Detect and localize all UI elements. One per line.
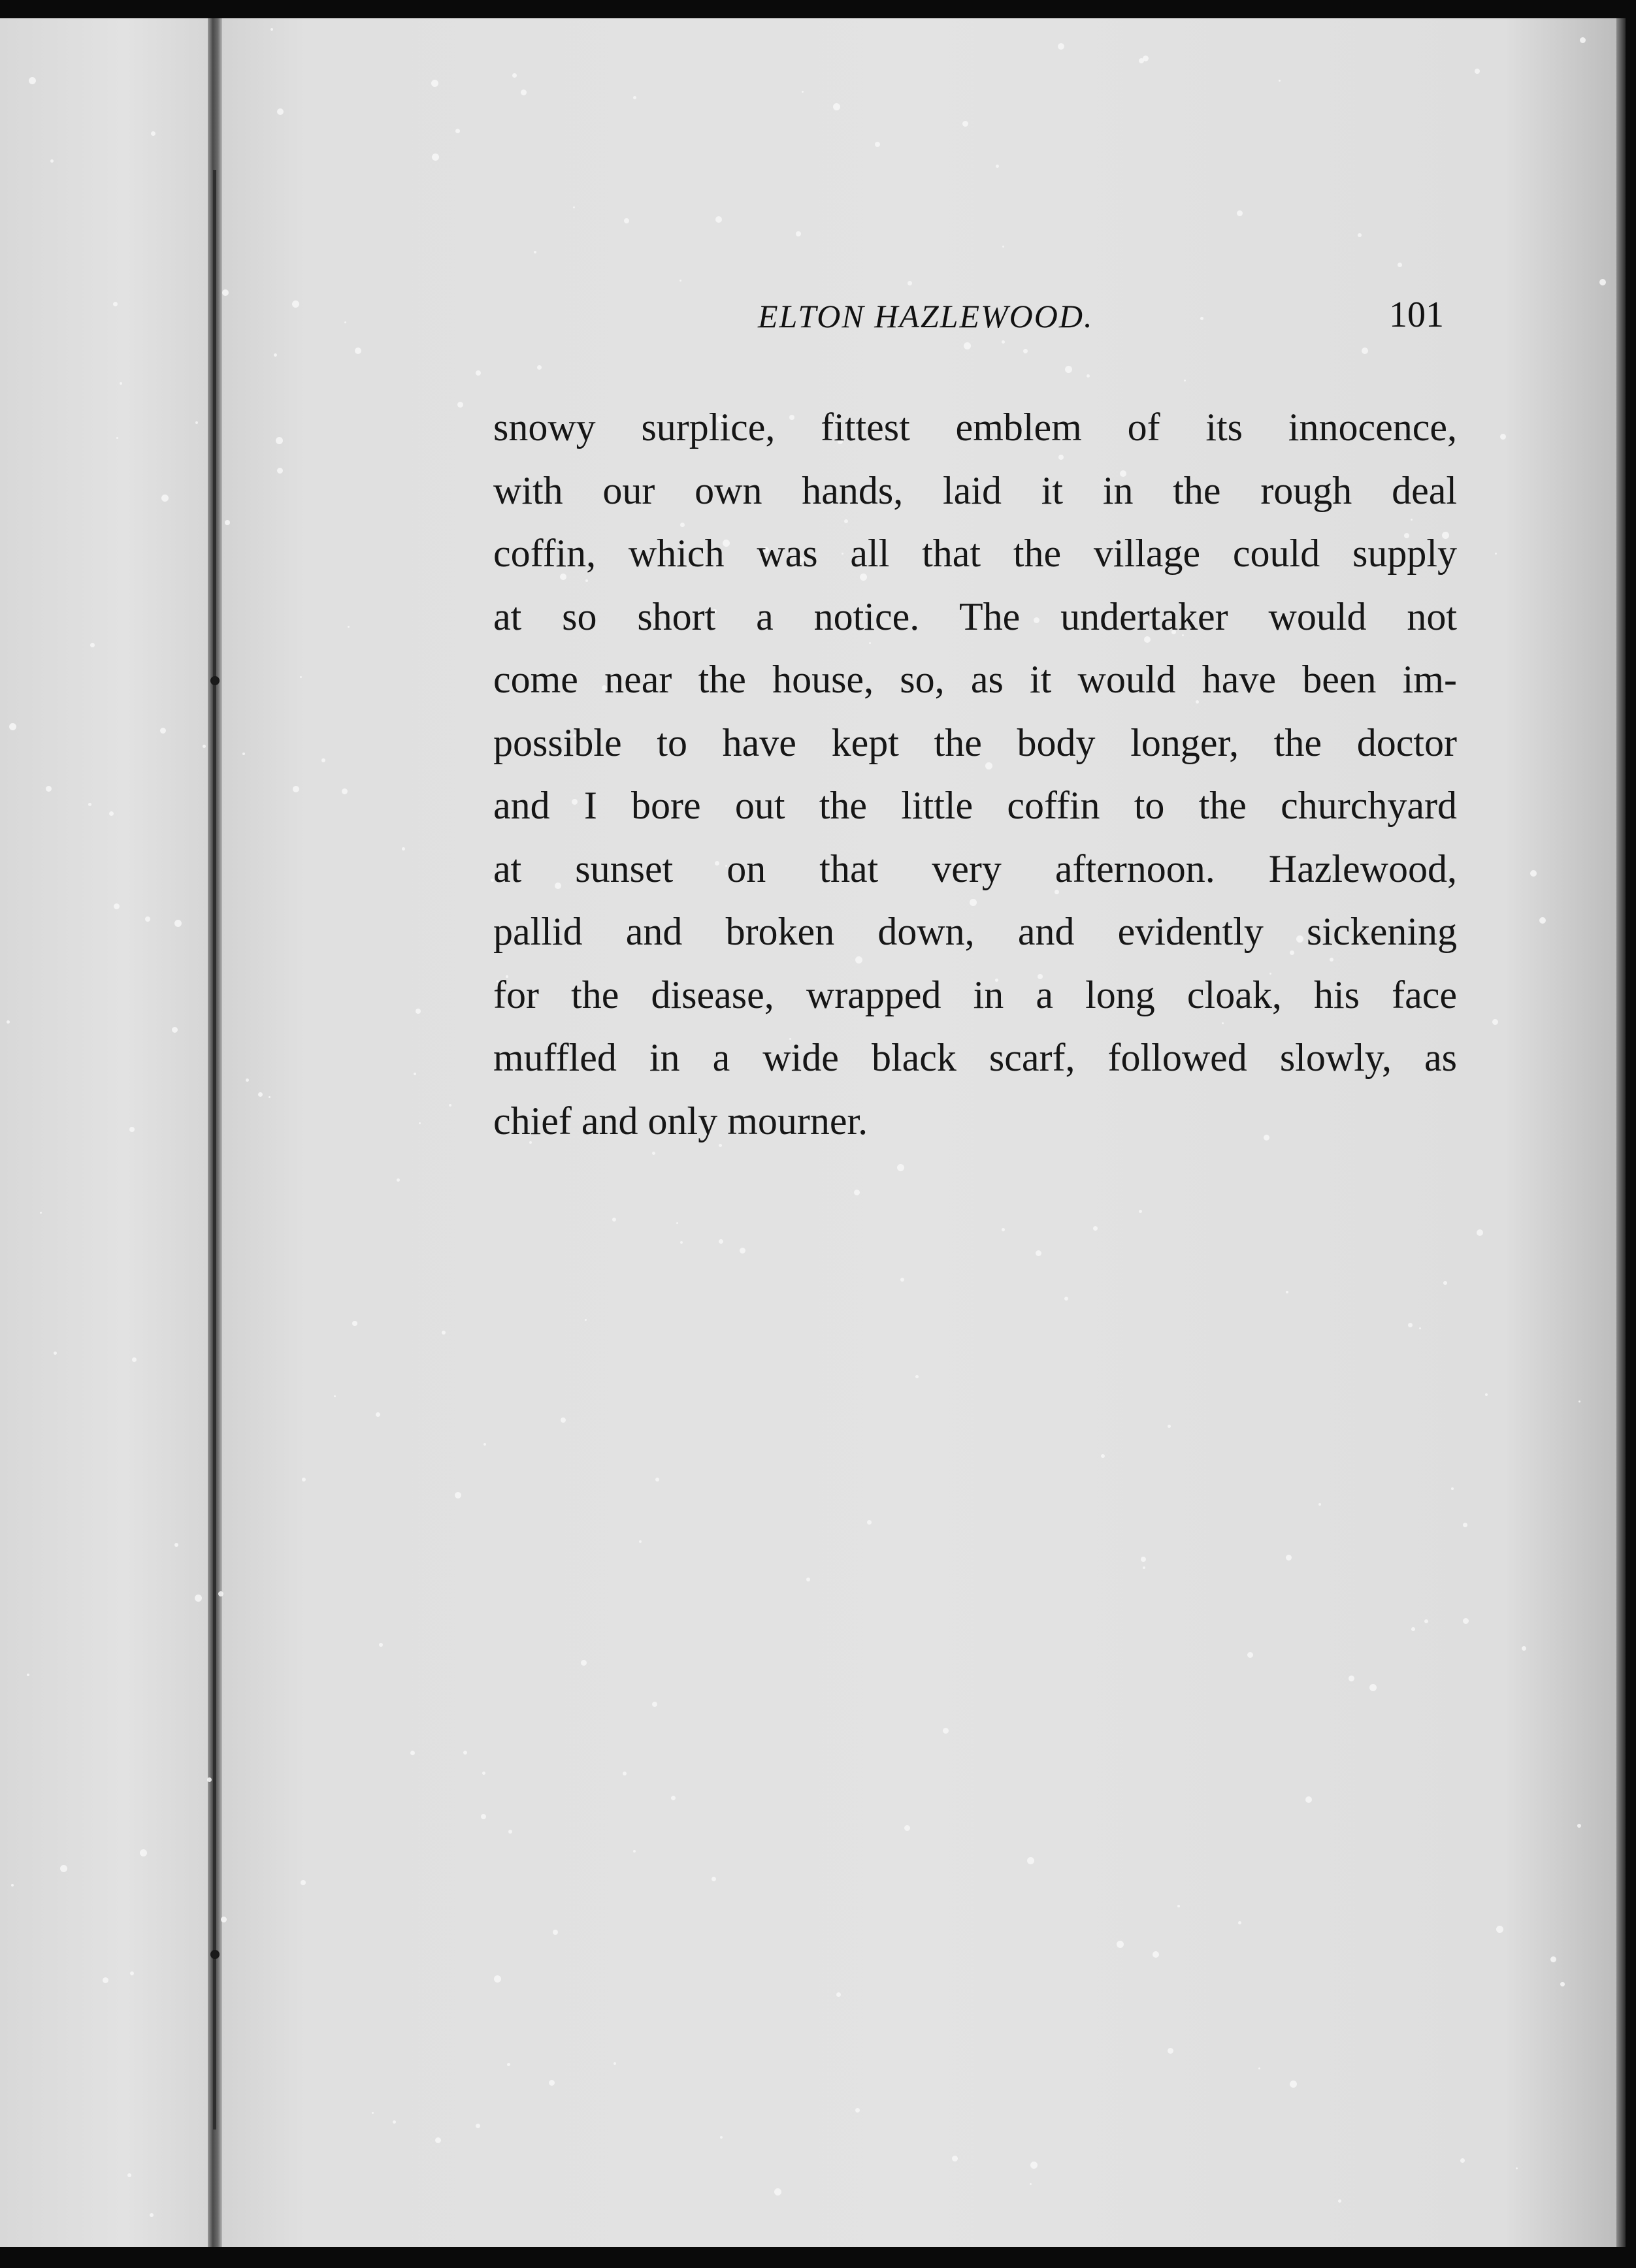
- paper-speckle: [715, 216, 722, 223]
- paper-speckle: [276, 437, 283, 444]
- paper-speckle: [679, 280, 681, 282]
- paper-speckle: [114, 903, 120, 909]
- text-line: for the disease, wrapped in a long cloak, his face: [493, 973, 1457, 1016]
- paper-speckle: [1093, 1226, 1098, 1231]
- paper-speckle: [9, 723, 16, 730]
- paper-speckle: [29, 77, 36, 84]
- paper-speckle: [161, 494, 169, 502]
- paper-speckle: [1443, 1281, 1447, 1285]
- body-text: [493, 396, 1457, 1152]
- paper-speckle: [1023, 349, 1028, 353]
- paper-speckle: [1539, 917, 1546, 924]
- paper-speckle: [11, 1884, 14, 1887]
- paper-speckle: [549, 2080, 555, 2086]
- paper-speckle: [952, 2156, 958, 2162]
- paper-speckle: [508, 1830, 512, 1834]
- paper-speckle: [1279, 80, 1281, 82]
- paper-speckle: [60, 1865, 67, 1872]
- paper-speckle: [802, 91, 804, 93]
- binding-knot: [210, 1950, 220, 1959]
- paper-speckle: [614, 2062, 616, 2065]
- page-number: 101: [1389, 295, 1444, 335]
- text-line: muffled in a wide black scarf, followed slowly, as: [493, 1036, 1457, 1079]
- paper-speckle: [507, 2063, 510, 2066]
- paper-speckle: [1463, 1618, 1469, 1624]
- paper-speckle: [195, 421, 198, 424]
- paper-speckle: [1495, 553, 1497, 555]
- text-line: and I bore out the little coffin to the churchyard: [493, 784, 1457, 827]
- paper-speckle: [855, 2108, 860, 2113]
- paper-speckle: [432, 154, 439, 161]
- text-line: with our own hands, laid it in the rough deal: [493, 468, 1457, 512]
- paper-speckle: [402, 847, 405, 850]
- paper-speckle: [854, 1190, 860, 1195]
- paper-speckle: [494, 1975, 501, 1983]
- paper-speckle: [719, 1239, 723, 1244]
- paper-speckle: [27, 1674, 29, 1676]
- paper-speckle: [1141, 1557, 1146, 1562]
- paper-speckle: [393, 2120, 396, 2124]
- paper-speckle: [457, 402, 463, 408]
- paper-speckle: [449, 1104, 451, 1107]
- paper-speckle: [1516, 2167, 1518, 2169]
- paper-speckle: [334, 1395, 336, 1397]
- running-head: ELTON HAZLEWOOD.: [758, 298, 1094, 334]
- paper-speckle: [633, 96, 636, 99]
- paper-speckle: [90, 643, 95, 647]
- paper-speckle: [1258, 2067, 1260, 2069]
- paper-speckle: [676, 1222, 678, 1224]
- paper-speckle: [680, 1241, 683, 1244]
- paper-speckle: [1577, 1824, 1581, 1828]
- paper-speckle: [376, 1412, 380, 1417]
- paper-speckle: [301, 1880, 306, 1885]
- paper-speckle: [292, 300, 299, 308]
- paper-speckle: [1560, 1982, 1565, 1986]
- paper-speckle: [796, 231, 801, 236]
- paper-speckle: [203, 745, 206, 748]
- paper-speckle: [806, 1578, 810, 1581]
- paper-speckle: [1237, 210, 1243, 216]
- paper-speckle: [410, 1751, 415, 1755]
- paper-speckle: [242, 753, 245, 755]
- paper-speckle: [671, 1796, 676, 1800]
- paper-speckle: [1599, 279, 1606, 285]
- paper-speckle: [348, 626, 350, 628]
- paper-speckle: [222, 289, 229, 296]
- paper-speckle: [1168, 1425, 1171, 1428]
- paper-speckle: [258, 1092, 263, 1097]
- paper-speckle: [1477, 1229, 1483, 1236]
- text-line: pallid and broken down, and evidently sickening: [493, 910, 1457, 953]
- paper-speckle: [1318, 1503, 1321, 1506]
- paper-speckle: [962, 121, 968, 127]
- paper-speckle: [1153, 1951, 1159, 1958]
- paper-speckle: [1463, 1523, 1467, 1527]
- facing-page-margin: [0, 18, 208, 2247]
- paper-speckle: [1580, 37, 1586, 43]
- paper-speckle: [1087, 374, 1090, 378]
- paper-speckle: [269, 1096, 270, 1098]
- paper-speckle: [221, 1917, 227, 1922]
- paper-speckle: [943, 1728, 949, 1734]
- paper-speckle: [225, 520, 230, 525]
- paper-speckle: [875, 142, 880, 147]
- paper-speckle: [1286, 1291, 1288, 1293]
- paper-speckle: [1117, 1941, 1124, 1948]
- paper-speckle: [414, 1073, 416, 1075]
- paper-speckle: [1358, 233, 1362, 237]
- paper-speckle: [50, 159, 54, 163]
- paper-speckle: [1058, 43, 1064, 50]
- binding-knot: [210, 676, 220, 685]
- paper-speckle: [1338, 2199, 1341, 2203]
- paper-speckle: [88, 803, 91, 806]
- text-line: at so short a notice. The undertaker would not: [493, 594, 1457, 638]
- paper-speckle: [585, 1319, 587, 1321]
- paper-speckle: [300, 676, 302, 678]
- paper-speckle: [344, 321, 346, 323]
- paper-speckle: [1030, 2183, 1032, 2185]
- paper-speckle: [482, 1772, 485, 1775]
- paper-speckle: [442, 1331, 446, 1335]
- paper-speckle: [655, 1478, 659, 1482]
- text-line: coffin, which was all that the village could supply: [493, 532, 1457, 575]
- paper-speckle: [996, 165, 999, 168]
- paper-speckle: [581, 1660, 587, 1666]
- paper-speckle: [633, 1850, 636, 1853]
- paper-speckle: [1579, 1401, 1580, 1402]
- paper-speckle: [1247, 1652, 1253, 1658]
- paper-speckle: [145, 916, 150, 922]
- text-line: snowy surplice, fittest emblem of its innocence,: [493, 406, 1457, 449]
- paper-speckle: [352, 1321, 357, 1326]
- paper-speckle: [836, 1992, 841, 1997]
- paper-speckle: [1027, 1857, 1034, 1864]
- paper-speckle: [174, 1543, 178, 1547]
- page-edge: [1616, 18, 1626, 2247]
- paper-speckle: [1238, 1921, 1241, 1924]
- paper-speckle: [483, 1443, 486, 1446]
- paper-speckle: [416, 1009, 421, 1014]
- paper-speckle: [1286, 1555, 1292, 1561]
- paper-speckle: [195, 1595, 202, 1602]
- paper-speckle: [1411, 1627, 1415, 1631]
- paper-speckle: [54, 1352, 57, 1355]
- paper-speckle: [172, 1027, 178, 1033]
- paper-speckle: [1002, 246, 1004, 248]
- paper-speckle: [915, 1375, 919, 1378]
- paper-speckle: [321, 758, 325, 762]
- paper-speckle: [277, 108, 284, 115]
- paper-speckle: [897, 1164, 904, 1171]
- paper-speckle: [355, 348, 361, 354]
- paper-speckle: [1305, 1796, 1312, 1803]
- paper-speckle: [140, 1849, 147, 1856]
- paper-speckle: [132, 1357, 137, 1362]
- paper-speckle: [113, 302, 118, 306]
- paper-speckle: [293, 786, 299, 792]
- paper-speckle: [342, 788, 348, 794]
- paper-speckle: [1451, 1487, 1454, 1490]
- paper-speckle: [455, 129, 460, 133]
- text-line: possible to have kept the body longer, the doctor: [493, 721, 1457, 764]
- text-line: chief and only mourner.: [493, 1099, 868, 1142]
- paper-speckle: [1500, 434, 1506, 440]
- paper-speckle: [116, 437, 118, 439]
- paper-speckle: [612, 1218, 616, 1222]
- paper-speckle: [419, 1122, 421, 1124]
- paper-speckle: [129, 1127, 135, 1132]
- paper-speckle: [1184, 380, 1186, 381]
- paper-speckle: [302, 1478, 306, 1482]
- paper-speckle: [867, 1520, 872, 1525]
- paper-speckle: [1475, 69, 1480, 74]
- paper-speckle: [1349, 1676, 1354, 1681]
- paper-speckle: [1485, 1393, 1488, 1396]
- paper-speckle: [120, 382, 122, 385]
- paper-speckle: [379, 1643, 383, 1647]
- paper-speckle: [1143, 1566, 1145, 1569]
- paper-speckle: [151, 131, 155, 136]
- paper-speckle: [623, 1772, 627, 1775]
- paper-speckle: [652, 1702, 657, 1707]
- paper-speckle: [397, 1178, 400, 1182]
- paper-speckle: [1036, 1250, 1041, 1256]
- paper-speckle: [720, 2136, 723, 2139]
- paper-speckle: [1101, 1454, 1105, 1458]
- paper-speckle: [1419, 1327, 1421, 1329]
- paper-speckle: [277, 468, 283, 474]
- paper-speckle: [1460, 2158, 1465, 2163]
- paper-speckle: [908, 281, 912, 285]
- paper-speckle: [1139, 58, 1144, 63]
- paper-speckle: [833, 103, 840, 110]
- paper-speckle: [534, 251, 536, 253]
- paper-speckle: [740, 1248, 745, 1254]
- paper-speckle: [1522, 1646, 1526, 1651]
- paper-speckle: [1369, 1684, 1377, 1691]
- paper-speckle: [1290, 2081, 1297, 2088]
- paper-speckle: [455, 1492, 461, 1498]
- paper-speckle: [103, 1977, 108, 1983]
- paper-speckle: [1492, 1019, 1498, 1025]
- paper-speckle: [1002, 1228, 1005, 1231]
- paper-speckle: [1177, 1905, 1180, 1907]
- paper-speckle: [435, 2137, 441, 2143]
- paper-speckle: [1550, 1956, 1556, 1962]
- paper-speckle: [1496, 1926, 1503, 1933]
- paper-speckle: [40, 1212, 42, 1214]
- paper-speckle: [127, 2173, 131, 2177]
- paper-speckle: [1398, 263, 1402, 267]
- paper-speckle: [521, 89, 527, 95]
- paper-speckle: [624, 218, 629, 223]
- paper-speckle: [150, 2213, 154, 2217]
- paper-speckle: [900, 1278, 904, 1282]
- paper-speckle: [573, 206, 575, 208]
- paper-speckle: [270, 28, 273, 31]
- paper-speckle: [207, 1777, 212, 1782]
- paper-speckle: [639, 1540, 642, 1543]
- paper-speckle: [463, 1751, 467, 1755]
- paper-speckle: [109, 811, 114, 816]
- paper-speckle: [372, 2112, 374, 2114]
- paper-speckle: [1065, 366, 1072, 373]
- paper-speckle: [160, 728, 166, 734]
- paper-speckle: [7, 1020, 10, 1024]
- paper-speckle: [774, 2188, 781, 2195]
- paper-speckle: [904, 1825, 910, 1831]
- binding-thread: [213, 170, 216, 2130]
- paper-speckle: [1168, 2048, 1173, 2054]
- paper-speckle: [1002, 340, 1005, 344]
- paper-speckle: [218, 1591, 223, 1596]
- paper-speckle: [481, 1814, 486, 1819]
- paper-speckle: [174, 920, 182, 927]
- paper-speckle: [1424, 1619, 1428, 1623]
- text-line: at sunset on that very afternoon. Hazlewood,: [493, 847, 1457, 890]
- paper-speckle: [553, 1930, 558, 1935]
- paper-speckle: [1530, 870, 1537, 877]
- paper-speckle: [431, 80, 438, 87]
- paper-speckle: [246, 1078, 249, 1082]
- paper-speckle: [712, 1877, 716, 1881]
- paper-speckle: [130, 1971, 134, 1975]
- paper-speckle: [964, 342, 971, 349]
- paper-speckle: [1408, 1323, 1413, 1327]
- paper-speckle: [1362, 348, 1368, 354]
- paper-speckle: [476, 370, 481, 376]
- paper-speckle: [46, 786, 52, 792]
- paper-speckle: [512, 73, 517, 78]
- text-line: come near the house, so, as it would have been im-: [493, 658, 1457, 701]
- paper-speckle: [561, 1418, 566, 1423]
- paper-speckle: [1030, 2162, 1038, 2169]
- paper-speckle: [476, 2124, 480, 2128]
- paper-speckle: [1139, 1210, 1142, 1213]
- paper-speckle: [1064, 1297, 1068, 1301]
- paper-speckle: [537, 365, 542, 370]
- paper-speckle: [274, 353, 277, 357]
